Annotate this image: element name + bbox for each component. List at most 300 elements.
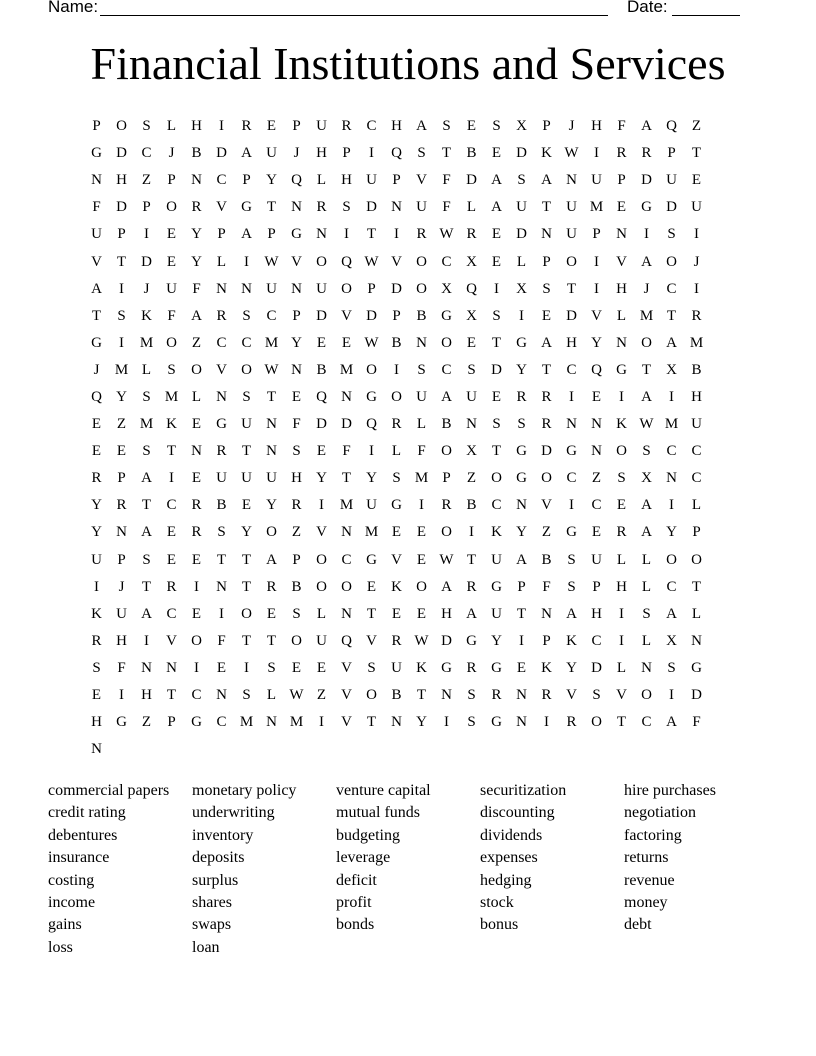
grid-letter[interactable]: Z — [191, 334, 202, 351]
grid-letter[interactable]: M — [114, 361, 129, 378]
grid-letter[interactable]: S — [592, 687, 601, 704]
grid-letter[interactable]: U — [666, 172, 677, 189]
grid-letter[interactable]: T — [91, 307, 102, 324]
grid-letter[interactable]: N — [566, 172, 577, 189]
grid-letter[interactable]: B — [541, 551, 552, 568]
grid-letter[interactable]: L — [616, 659, 627, 676]
grid-letter[interactable]: M — [139, 416, 154, 433]
grid-letter[interactable]: R — [191, 199, 202, 216]
grid-letter[interactable]: N — [591, 443, 602, 460]
grid-letter[interactable]: C — [366, 118, 377, 135]
grid-letter[interactable]: H — [91, 714, 102, 731]
grid-letter[interactable]: E — [491, 253, 502, 270]
grid-letter[interactable]: C — [491, 497, 502, 514]
grid-letter[interactable]: Y — [316, 470, 327, 487]
grid-letter[interactable]: O — [666, 551, 677, 568]
grid-letter[interactable]: E — [191, 470, 202, 487]
grid-letter[interactable]: E — [216, 659, 227, 676]
grid-letter[interactable]: R — [541, 416, 552, 433]
grid-letter[interactable]: I — [319, 714, 324, 731]
grid-letter[interactable]: E — [91, 416, 102, 433]
grid-letter[interactable]: H — [116, 172, 127, 189]
grid-letter[interactable]: O — [316, 551, 327, 568]
grid-letter[interactable]: K — [566, 632, 577, 649]
grid-letter[interactable]: U — [266, 280, 277, 297]
grid-letter[interactable]: L — [691, 605, 702, 622]
grid-letter[interactable]: T — [366, 714, 377, 731]
grid-letter[interactable]: N — [616, 226, 627, 243]
grid-letter[interactable]: Z — [116, 416, 127, 433]
grid-letter[interactable]: G — [441, 659, 452, 676]
grid-letter[interactable]: C — [691, 443, 702, 460]
grid-letter[interactable]: O — [266, 524, 277, 541]
grid-letter[interactable]: R — [316, 199, 327, 216]
grid-letter[interactable]: O — [316, 578, 327, 595]
grid-letter[interactable]: U — [241, 470, 252, 487]
grid-letter[interactable]: D — [216, 145, 227, 162]
grid-letter[interactable]: R — [616, 145, 627, 162]
grid-letter[interactable]: M — [639, 307, 654, 324]
grid-letter[interactable]: G — [491, 578, 502, 595]
grid-letter[interactable]: X — [666, 361, 677, 378]
grid-letter[interactable]: I — [94, 578, 99, 595]
grid-letter[interactable]: R — [616, 524, 627, 541]
grid-letter[interactable]: S — [292, 605, 301, 622]
grid-letter[interactable]: I — [219, 605, 224, 622]
grid-letter[interactable]: S — [267, 659, 276, 676]
grid-letter[interactable]: R — [91, 632, 102, 649]
grid-letter[interactable]: B — [441, 416, 452, 433]
grid-letter[interactable]: V — [316, 524, 327, 541]
grid-letter[interactable]: U — [691, 416, 702, 433]
grid-letter[interactable]: S — [642, 443, 651, 460]
grid-letter[interactable]: T — [466, 551, 477, 568]
grid-letter[interactable]: Q — [341, 632, 352, 649]
grid-letter[interactable]: T — [166, 687, 177, 704]
grid-letter[interactable]: T — [216, 551, 227, 568]
grid-letter[interactable]: E — [116, 443, 127, 460]
grid-letter[interactable]: N — [541, 226, 552, 243]
grid-letter[interactable]: A — [666, 334, 677, 351]
grid-letter[interactable]: V — [366, 632, 377, 649]
grid-letter[interactable]: C — [591, 632, 602, 649]
grid-letter[interactable]: K — [141, 307, 152, 324]
grid-letter[interactable]: C — [216, 714, 227, 731]
grid-letter[interactable]: R — [466, 659, 477, 676]
grid-letter[interactable]: A — [191, 307, 202, 324]
grid-letter[interactable]: C — [641, 714, 652, 731]
grid-letter[interactable]: D — [591, 659, 602, 676]
grid-letter[interactable]: W — [414, 632, 429, 649]
grid-letter[interactable]: S — [417, 361, 426, 378]
grid-letter[interactable]: I — [394, 361, 399, 378]
grid-letter[interactable]: F — [342, 443, 351, 460]
grid-letter[interactable]: O — [666, 253, 677, 270]
grid-letter[interactable]: U — [591, 551, 602, 568]
grid-letter[interactable]: T — [166, 443, 177, 460]
grid-letter[interactable]: N — [291, 199, 302, 216]
grid-letter[interactable]: B — [416, 307, 427, 324]
grid-letter[interactable]: K — [541, 145, 552, 162]
grid-letter[interactable]: E — [166, 226, 177, 243]
grid-letter[interactable]: T — [416, 687, 427, 704]
grid-letter[interactable]: N — [516, 714, 527, 731]
grid-letter[interactable]: G — [116, 714, 127, 731]
grid-letter[interactable]: X — [666, 632, 677, 649]
grid-letter[interactable]: U — [491, 551, 502, 568]
grid-letter[interactable]: A — [141, 605, 152, 622]
grid-letter[interactable]: M — [264, 334, 279, 351]
grid-letter[interactable]: V — [391, 253, 402, 270]
grid-letter[interactable]: S — [367, 659, 376, 676]
grid-letter[interactable]: U — [316, 118, 327, 135]
grid-letter[interactable]: Q — [316, 388, 327, 405]
grid-letter[interactable]: K — [541, 659, 552, 676]
grid-letter[interactable]: T — [641, 361, 652, 378]
grid-letter[interactable]: L — [416, 416, 427, 433]
grid-letter[interactable]: V — [391, 551, 402, 568]
grid-letter[interactable]: G — [91, 145, 102, 162]
grid-letter[interactable]: D — [391, 280, 402, 297]
grid-letter[interactable]: E — [341, 334, 352, 351]
grid-letter[interactable]: R — [166, 578, 177, 595]
grid-letter[interactable]: D — [366, 307, 377, 324]
grid-letter[interactable]: C — [166, 605, 177, 622]
grid-letter[interactable]: O — [591, 714, 602, 731]
grid-letter[interactable]: J — [643, 280, 650, 297]
grid-letter[interactable]: U — [466, 388, 477, 405]
grid-letter[interactable]: E — [391, 524, 402, 541]
grid-letter[interactable]: I — [594, 253, 599, 270]
grid-letter[interactable]: S — [467, 361, 476, 378]
grid-letter[interactable]: P — [117, 551, 126, 568]
grid-letter[interactable]: R — [266, 578, 277, 595]
grid-letter[interactable]: W — [289, 687, 304, 704]
grid-letter[interactable]: B — [391, 334, 402, 351]
grid-letter[interactable]: N — [166, 659, 177, 676]
grid-letter[interactable]: Z — [141, 714, 152, 731]
grid-letter[interactable]: C — [341, 551, 352, 568]
grid-letter[interactable]: O — [441, 524, 452, 541]
grid-letter[interactable]: A — [666, 605, 677, 622]
grid-letter[interactable]: W — [639, 416, 654, 433]
grid-letter[interactable]: X — [466, 443, 477, 460]
grid-letter[interactable]: N — [341, 524, 352, 541]
grid-letter[interactable]: S — [467, 714, 476, 731]
grid-letter[interactable]: T — [491, 334, 502, 351]
grid-letter[interactable]: G — [516, 470, 527, 487]
grid-letter[interactable]: V — [541, 497, 552, 514]
grid-letter[interactable]: K — [416, 659, 427, 676]
grid-letter[interactable]: E — [366, 578, 377, 595]
grid-letter[interactable]: J — [143, 280, 150, 297]
grid-letter[interactable]: Z — [691, 118, 702, 135]
grid-letter[interactable]: P — [217, 226, 226, 243]
grid-letter[interactable]: R — [116, 497, 127, 514]
grid-letter[interactable]: B — [216, 497, 227, 514]
grid-letter[interactable]: E — [316, 334, 327, 351]
grid-letter[interactable]: O — [541, 470, 552, 487]
grid-letter[interactable]: P — [167, 172, 176, 189]
grid-letter[interactable]: L — [641, 551, 652, 568]
grid-letter[interactable]: K — [166, 416, 177, 433]
grid-letter[interactable]: T — [341, 470, 352, 487]
grid-letter[interactable]: E — [691, 172, 702, 189]
grid-letter[interactable]: U — [491, 605, 502, 622]
grid-letter[interactable]: K — [91, 605, 102, 622]
grid-letter[interactable]: O — [416, 280, 427, 297]
grid-letter[interactable]: I — [244, 659, 249, 676]
grid-letter[interactable]: U — [416, 199, 427, 216]
grid-letter[interactable]: T — [241, 632, 252, 649]
grid-letter[interactable]: N — [241, 280, 252, 297]
grid-letter[interactable]: U — [366, 497, 377, 514]
grid-letter[interactable]: I — [569, 497, 574, 514]
grid-letter[interactable]: P — [292, 307, 301, 324]
grid-letter[interactable]: N — [591, 416, 602, 433]
grid-letter[interactable]: X — [516, 118, 527, 135]
grid-letter[interactable]: S — [392, 470, 401, 487]
grid-letter[interactable]: S — [492, 307, 501, 324]
grid-letter[interactable]: T — [266, 199, 277, 216]
grid-letter[interactable]: L — [691, 497, 702, 514]
grid-letter[interactable]: H — [291, 470, 302, 487]
grid-letter[interactable]: I — [119, 334, 124, 351]
grid-letter[interactable]: D — [341, 416, 352, 433]
grid-letter[interactable]: F — [417, 443, 426, 460]
grid-letter[interactable]: L — [316, 172, 327, 189]
grid-letter[interactable]: U — [316, 632, 327, 649]
grid-letter[interactable]: R — [416, 226, 427, 243]
grid-letter[interactable]: Y — [591, 334, 602, 351]
grid-letter[interactable]: I — [194, 578, 199, 595]
grid-letter[interactable]: G — [516, 443, 527, 460]
grid-letter[interactable]: D — [666, 199, 677, 216]
date-field[interactable] — [672, 0, 740, 16]
grid-letter[interactable]: U — [416, 388, 427, 405]
grid-letter[interactable]: A — [516, 551, 527, 568]
grid-letter[interactable]: E — [516, 659, 527, 676]
grid-letter[interactable]: E — [191, 605, 202, 622]
grid-letter[interactable]: N — [691, 632, 702, 649]
grid-letter[interactable]: C — [566, 361, 577, 378]
grid-letter[interactable]: B — [466, 145, 477, 162]
grid-letter[interactable]: E — [166, 524, 177, 541]
grid-letter[interactable]: A — [666, 714, 677, 731]
grid-letter[interactable]: Q — [91, 388, 102, 405]
grid-letter[interactable]: T — [266, 388, 277, 405]
grid-letter[interactable]: P — [392, 172, 401, 189]
grid-letter[interactable]: H — [441, 605, 452, 622]
grid-letter[interactable]: S — [442, 118, 451, 135]
grid-letter[interactable]: E — [466, 334, 477, 351]
grid-letter[interactable]: T — [666, 307, 677, 324]
grid-letter[interactable]: N — [91, 172, 102, 189]
grid-letter[interactable]: N — [216, 280, 227, 297]
grid-letter[interactable]: U — [566, 199, 577, 216]
grid-letter[interactable]: G — [441, 307, 452, 324]
grid-letter[interactable]: I — [594, 145, 599, 162]
grid-letter[interactable]: D — [516, 145, 527, 162]
grid-letter[interactable]: E — [166, 253, 177, 270]
grid-letter[interactable]: G — [91, 334, 102, 351]
grid-letter[interactable]: B — [316, 361, 327, 378]
grid-letter[interactable]: H — [191, 118, 202, 135]
grid-letter[interactable]: E — [616, 497, 627, 514]
grid-letter[interactable]: N — [391, 199, 402, 216]
grid-letter[interactable]: E — [541, 307, 552, 324]
grid-letter[interactable]: V — [616, 253, 627, 270]
grid-letter[interactable]: T — [366, 605, 377, 622]
grid-letter[interactable]: C — [666, 280, 677, 297]
grid-letter[interactable]: S — [492, 118, 501, 135]
grid-letter[interactable]: G — [641, 199, 652, 216]
grid-letter[interactable]: R — [541, 687, 552, 704]
grid-letter[interactable]: Y — [516, 524, 527, 541]
grid-letter[interactable]: N — [291, 280, 302, 297]
grid-letter[interactable]: Y — [491, 632, 502, 649]
grid-letter[interactable]: P — [367, 280, 376, 297]
grid-letter[interactable]: O — [491, 470, 502, 487]
grid-letter[interactable]: P — [92, 118, 101, 135]
grid-letter[interactable]: D — [116, 199, 127, 216]
grid-letter[interactable]: L — [641, 578, 652, 595]
grid-letter[interactable]: A — [91, 280, 102, 297]
grid-letter[interactable]: P — [117, 226, 126, 243]
grid-letter[interactable]: F — [542, 578, 551, 595]
grid-letter[interactable]: S — [517, 172, 526, 189]
grid-letter[interactable]: N — [391, 714, 402, 731]
grid-letter[interactable]: L — [316, 605, 327, 622]
grid-letter[interactable]: J — [293, 145, 300, 162]
grid-letter[interactable]: F — [192, 280, 201, 297]
grid-letter[interactable]: V — [166, 632, 177, 649]
grid-letter[interactable]: D — [316, 416, 327, 433]
grid-letter[interactable]: N — [341, 388, 352, 405]
grid-letter[interactable]: F — [442, 199, 451, 216]
grid-letter[interactable]: S — [242, 307, 251, 324]
grid-letter[interactable]: I — [394, 226, 399, 243]
grid-letter[interactable]: L — [466, 199, 477, 216]
grid-letter[interactable]: L — [166, 118, 177, 135]
grid-letter[interactable]: W — [564, 145, 579, 162]
grid-letter[interactable]: P — [617, 172, 626, 189]
grid-letter[interactable]: G — [491, 714, 502, 731]
grid-letter[interactable]: U — [566, 226, 577, 243]
grid-letter[interactable]: D — [491, 361, 502, 378]
grid-letter[interactable]: S — [617, 470, 626, 487]
grid-letter[interactable]: S — [142, 443, 151, 460]
grid-letter[interactable]: L — [191, 388, 202, 405]
grid-letter[interactable]: R — [441, 497, 452, 514]
grid-letter[interactable]: N — [116, 524, 127, 541]
grid-letter[interactable]: E — [291, 388, 302, 405]
grid-letter[interactable]: F — [92, 199, 101, 216]
grid-letter[interactable]: U — [366, 172, 377, 189]
grid-letter[interactable]: N — [191, 172, 202, 189]
grid-letter[interactable]: O — [616, 443, 627, 460]
grid-letter[interactable]: R — [216, 443, 227, 460]
grid-letter[interactable]: S — [642, 605, 651, 622]
grid-letter[interactable]: W — [364, 334, 379, 351]
grid-letter[interactable]: Y — [116, 388, 127, 405]
grid-letter[interactable]: C — [566, 470, 577, 487]
grid-letter[interactable]: S — [467, 687, 476, 704]
grid-letter[interactable]: F — [292, 416, 301, 433]
grid-letter[interactable]: M — [689, 334, 704, 351]
grid-letter[interactable]: O — [291, 632, 302, 649]
grid-letter[interactable]: G — [366, 388, 377, 405]
grid-letter[interactable]: Y — [566, 659, 577, 676]
grid-letter[interactable]: Z — [466, 470, 477, 487]
grid-letter[interactable]: S — [417, 145, 426, 162]
grid-letter[interactable]: N — [516, 497, 527, 514]
grid-letter[interactable]: L — [391, 443, 402, 460]
grid-letter[interactable]: M — [339, 361, 354, 378]
grid-letter[interactable]: O — [366, 687, 377, 704]
grid-letter[interactable]: G — [366, 551, 377, 568]
grid-letter[interactable]: I — [144, 632, 149, 649]
grid-letter[interactable]: T — [241, 551, 252, 568]
grid-letter[interactable]: T — [616, 714, 627, 731]
grid-letter[interactable]: R — [466, 578, 477, 595]
grid-letter[interactable]: A — [566, 605, 577, 622]
grid-letter[interactable]: E — [191, 551, 202, 568]
grid-letter[interactable]: S — [242, 388, 251, 405]
grid-letter[interactable]: I — [169, 470, 174, 487]
grid-letter[interactable]: Y — [516, 361, 527, 378]
grid-letter[interactable]: E — [266, 605, 277, 622]
grid-letter[interactable]: R — [566, 714, 577, 731]
grid-letter[interactable]: I — [219, 118, 224, 135]
grid-letter[interactable]: H — [616, 578, 627, 595]
grid-letter[interactable]: D — [441, 632, 452, 649]
grid-letter[interactable]: P — [292, 118, 301, 135]
grid-letter[interactable]: X — [641, 470, 652, 487]
grid-letter[interactable]: P — [142, 199, 151, 216]
grid-letter[interactable]: N — [266, 416, 277, 433]
grid-letter[interactable]: E — [591, 388, 602, 405]
grid-letter[interactable]: N — [266, 443, 277, 460]
grid-letter[interactable]: N — [341, 605, 352, 622]
grid-letter[interactable]: K — [391, 578, 402, 595]
grid-letter[interactable]: P — [542, 118, 551, 135]
grid-letter[interactable]: E — [316, 659, 327, 676]
grid-letter[interactable]: S — [92, 659, 101, 676]
grid-letter[interactable]: A — [141, 470, 152, 487]
grid-letter[interactable]: I — [694, 226, 699, 243]
grid-letter[interactable]: V — [216, 361, 227, 378]
grid-letter[interactable]: T — [366, 226, 377, 243]
grid-letter[interactable]: T — [516, 605, 527, 622]
grid-letter[interactable]: V — [591, 307, 602, 324]
grid-letter[interactable]: I — [494, 280, 499, 297]
grid-letter[interactable]: R — [341, 118, 352, 135]
grid-letter[interactable]: E — [591, 524, 602, 541]
grid-letter[interactable]: N — [216, 388, 227, 405]
grid-letter[interactable]: H — [616, 280, 627, 297]
grid-letter[interactable]: U — [116, 605, 127, 622]
grid-letter[interactable]: O — [416, 578, 427, 595]
grid-letter[interactable]: A — [641, 253, 652, 270]
grid-letter[interactable]: S — [142, 388, 151, 405]
grid-letter[interactable]: V — [341, 307, 352, 324]
grid-letter[interactable]: Z — [591, 470, 602, 487]
grid-letter[interactable]: C — [266, 307, 277, 324]
grid-letter[interactable]: F — [617, 118, 626, 135]
grid-letter[interactable]: Z — [141, 172, 152, 189]
grid-letter[interactable]: O — [116, 118, 127, 135]
